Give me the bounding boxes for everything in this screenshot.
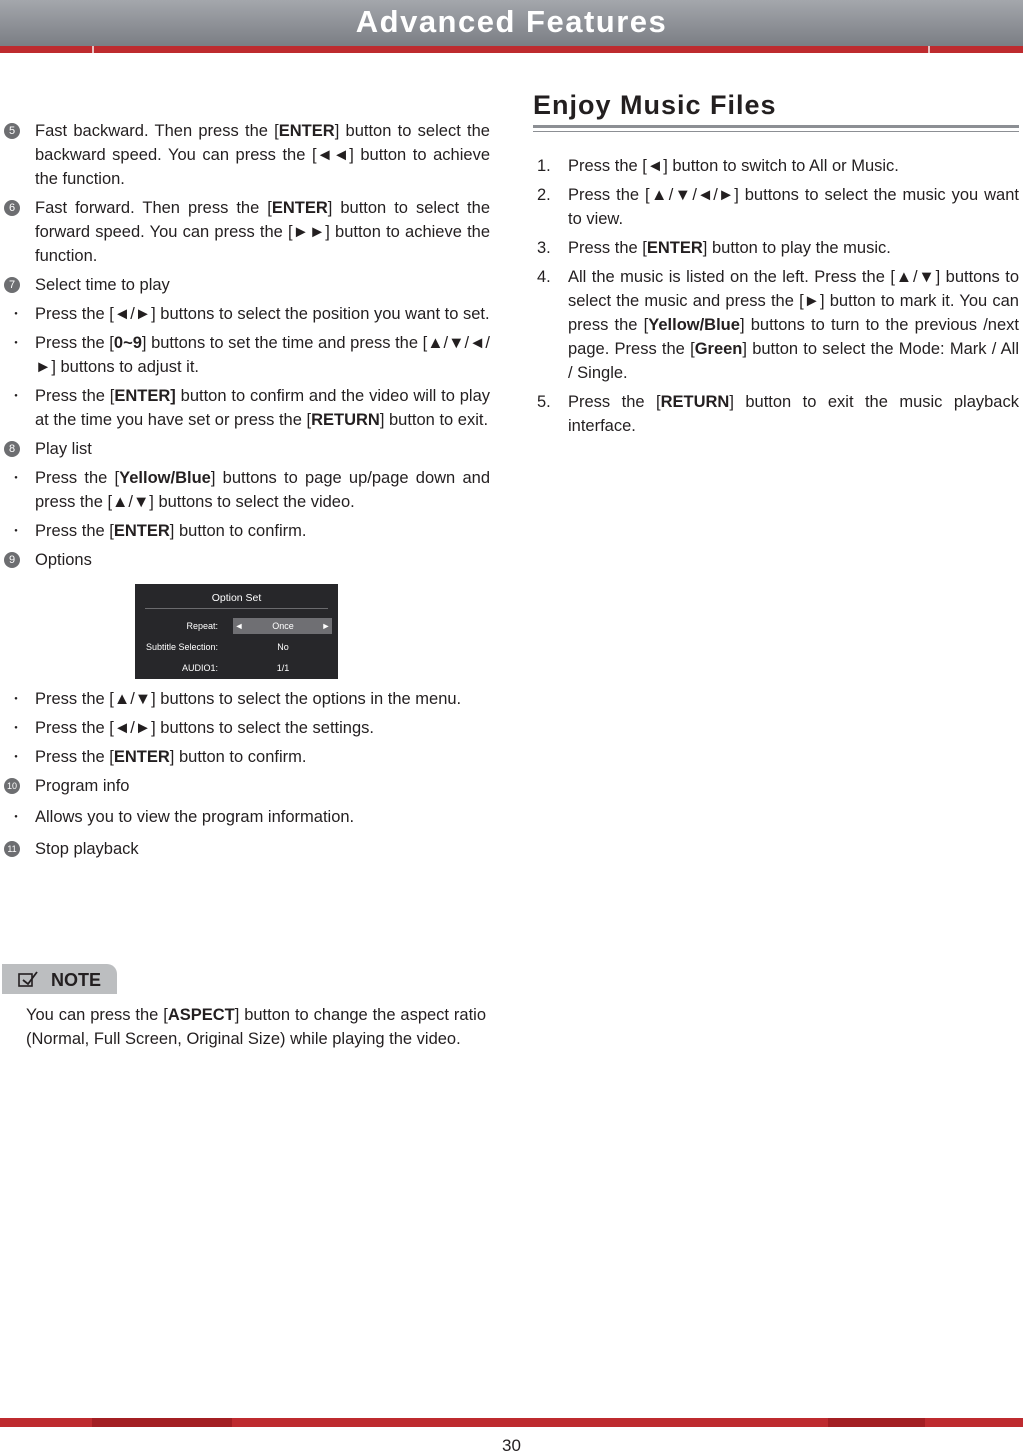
page-header-title: Advanced Features [355, 4, 668, 39]
note-text: You can press the [ASPECT] button to change the aspect ratio (Normal, Full Screen, Original Size) while playing the video. [26, 1006, 486, 1048]
step-10: 10 Program info [0, 774, 490, 798]
note-tab [2, 964, 117, 994]
list-item: ・ Press the [ENTER] button to confirm and the video will to play at the time you have set or press the [RETURN] button to exit. [9, 387, 490, 429]
list-item: ・ Press the [▲/▼] buttons to select the options in the menu. [9, 690, 462, 708]
right-column [533, 90, 1019, 443]
stripe-tick [928, 46, 930, 53]
list-item: ・ Press the [◄/►] buttons to select the settings. [9, 719, 374, 737]
step-number-badge: 8 [4, 441, 20, 457]
header-accent-stripe [0, 46, 1023, 53]
osd-value-repeat: Once [272, 621, 294, 631]
step-number-badge: 9 [4, 552, 20, 568]
step-number-badge: 5 [4, 123, 20, 139]
stripe-segment [92, 1418, 232, 1427]
list-item: ・ Press the [◄/►] buttons to select the position you want to set. [9, 305, 490, 323]
header-bar [0, 0, 1023, 46]
option-set-screenshot [135, 584, 338, 679]
step-11: 11 Stop playback [0, 837, 490, 861]
list-item: ・ Press the [ENTER] button to confirm. [9, 522, 307, 540]
stripe-tick [92, 46, 94, 53]
osd-value-subtitle: No [277, 642, 289, 652]
osd-value-audio: 1/1 [276, 663, 290, 673]
note-label: NOTE [51, 970, 102, 990]
section-rule-thin [533, 131, 1019, 132]
osd-left-arrow-icon: ◄ [234, 621, 244, 631]
osd-label-repeat: Repeat: [186, 621, 218, 631]
step-number-badge: 11 [4, 841, 20, 857]
list-item: ・ Press the [ENTER] button to confirm. [9, 748, 307, 766]
step-6: 6 Fast forward. Then press the [ENTER] button to select the forward speed. You can press the [►►] button to achieve the function. [0, 196, 490, 268]
list-item: 2. Press the [▲/▼/◄/►] buttons to select the music you want to view. [537, 186, 1019, 228]
step-number-badge: 10 [4, 778, 20, 794]
left-column [0, 119, 490, 861]
list-item: ・ Allows you to view the program information. [9, 808, 355, 826]
stripe-segment [828, 1418, 925, 1427]
section-title: Enjoy Music Files [533, 90, 777, 120]
list-item: 4. All the music is listed on the left. Press the [▲/▼] buttons to select the music and press the [►] button to mark it. You can press the [Yellow/Blue] buttons to turn to the previous /next page. Press the [Green] button to select the Mode: Mark / All / Single. [537, 268, 1020, 382]
step-number-badge: 6 [4, 200, 20, 216]
footer-accent-stripe [0, 1418, 1023, 1427]
osd-divider [145, 608, 328, 609]
step-5: 5 Fast backward. Then press the [ENTER] button to select the backward speed. You can press the [◄◄] button to achieve the function. [0, 119, 490, 191]
step-8: 8 Play list [0, 437, 490, 461]
list-item: ・ Press the [0~9] buttons to set the time and press the [▲/▼/◄/►] buttons to adjust it. [9, 334, 490, 376]
osd-label-audio: AUDIO1: [181, 663, 218, 673]
list-item: 1. Press the [◄] button to switch to All or Music. [537, 157, 899, 175]
osd-title: Option Set [211, 592, 262, 604]
step-7: 7 Select time to play [0, 273, 490, 297]
checkbox-pencil-icon [18, 971, 38, 987]
osd-label-subtitle: Subtitle Selection: [145, 642, 218, 652]
list-item: 3. Press the [ENTER] button to play the music. [537, 239, 891, 257]
osd-right-arrow-icon: ► [321, 621, 331, 631]
step-9: 9 Options [0, 548, 490, 572]
list-item: 5. Press the [RETURN] button to exit the music playback interface. [537, 393, 1019, 435]
list-item: ・ Press the [Yellow/Blue] buttons to page up/page down and press the [▲/▼] buttons to select the video. [9, 469, 490, 511]
section-rule [533, 125, 1019, 128]
page-number: 30 [502, 1436, 521, 1455]
step-number-badge: 7 [4, 277, 20, 293]
